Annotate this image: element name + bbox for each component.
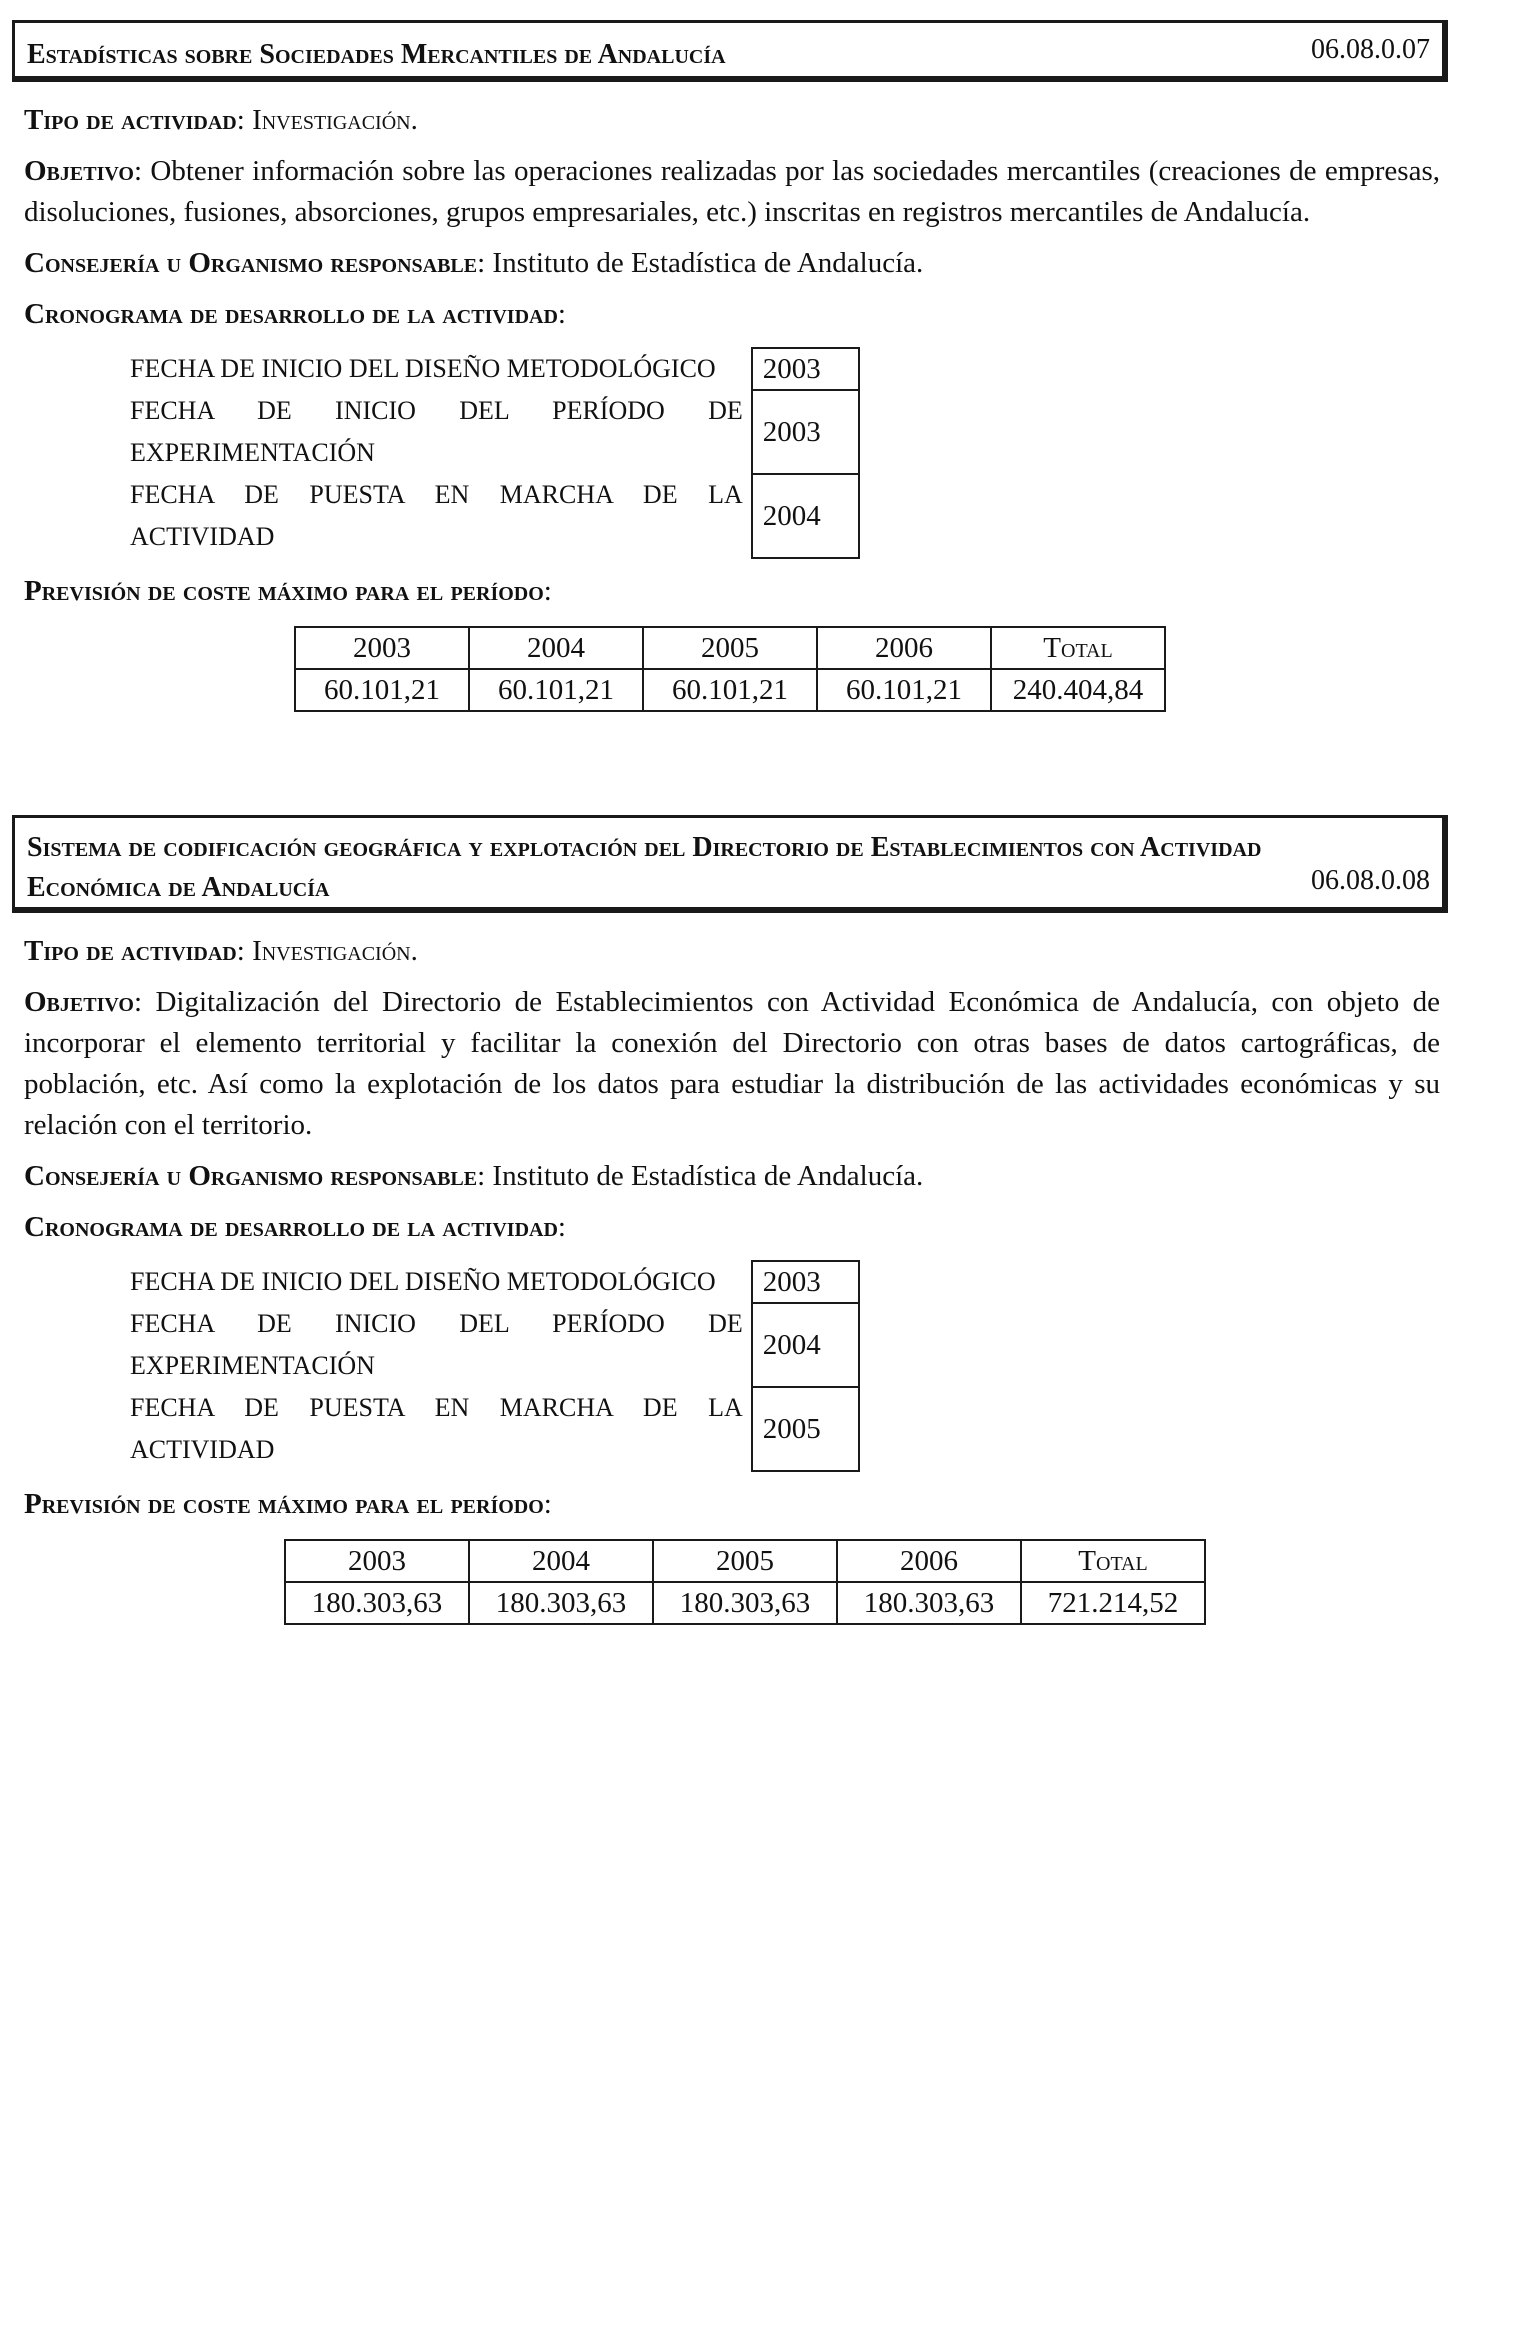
coste-header-cell-total: Total [991, 627, 1165, 669]
cronograma-table [130, 1260, 860, 1472]
coste-table [284, 1539, 1206, 1625]
coste-value-row [285, 1582, 1205, 1624]
cronograma-row [130, 390, 859, 474]
prevision-label: Previsión de coste máximo para el período [24, 1488, 544, 1520]
cronograma-label: Cronograma de desarrollo de la actividad [24, 298, 558, 330]
objetivo-label: Objetivo [24, 155, 134, 187]
cronograma-row [130, 1261, 859, 1303]
coste-header-cell-total: Total [1021, 1540, 1205, 1582]
activity-section-06-08-0-07 [12, 20, 1448, 712]
coste-value-cell: 60.101,21 [817, 669, 991, 711]
coste-value-cell: 180.303,63 [285, 1582, 469, 1624]
cronograma-row [130, 474, 859, 558]
tipo-value: Investigación. [252, 935, 418, 967]
coste-header-cell: 2006 [817, 627, 991, 669]
coste-value-cell: 180.303,63 [837, 1582, 1021, 1624]
consejeria-label: Consejería u Organismo responsable [24, 1160, 478, 1192]
coste-table [294, 626, 1166, 712]
cronograma-label: Cronograma de desarrollo de la actividad [24, 1211, 558, 1243]
coste-value-cell: 60.101,21 [643, 669, 817, 711]
section-title-box [12, 815, 1448, 913]
cronograma-heading: Cronograma de desarrollo de la actividad: [24, 298, 566, 330]
cronograma-row [130, 348, 859, 390]
prevision-heading: Previsión de coste máximo para el período: [24, 575, 552, 607]
prevision-heading: Previsión de coste máximo para el período: [24, 1488, 552, 1520]
coste-header-cell: 2006 [837, 1540, 1021, 1582]
consejeria-value: Instituto de Estadística de Andalucía. [492, 247, 924, 279]
cronograma-row [130, 1303, 859, 1387]
cronograma-row-value: 2005 [752, 1387, 859, 1471]
cronograma-row-label: FECHA DE INICIO DEL PERÍODO DE EXPERIMENTACIÓN [130, 1309, 743, 1380]
coste-value-cell: 60.101,21 [469, 669, 643, 711]
coste-header-cell: 2003 [295, 627, 469, 669]
coste-header-cell: 2004 [469, 627, 643, 669]
section-title: Sistema de codificación geográfica y explotación del Directorio de Establecimientos con Actividad Económica de Andalucía [27, 832, 1262, 903]
objetivo: Objetivo: Obtener información sobre las operaciones realizadas por las sociedades mercantiles (creaciones de empresas, disoluciones, fusiones, absorciones, grupos empresariales, etc.) inscritas en registros mercantiles de Andalucía. [24, 155, 1440, 228]
cronograma-row-label: FECHA DE PUESTA EN MARCHA DE LA ACTIVIDAD [130, 1393, 743, 1464]
section-code: 06.08.0.08 [1311, 865, 1430, 896]
coste-header-cell: 2005 [653, 1540, 837, 1582]
prevision-label: Previsión de coste máximo para el período [24, 575, 544, 607]
cronograma-row [130, 1387, 859, 1471]
tipo-label: Tipo de actividad [24, 935, 237, 967]
cronograma-row-value: 2003 [752, 348, 859, 390]
coste-value-row [295, 669, 1165, 711]
cronograma-row-label: FECHA DE INICIO DEL DISEÑO METODOLÓGICO [130, 1267, 716, 1296]
coste-header-cell: 2003 [285, 1540, 469, 1582]
objetivo-text: Digitalización del Directorio de Establecimientos con Actividad Económica de Andalucía, con objeto de incorporar el elemento territorial y facilitar la conexión del Directorio con otras bases de datos cartográficas, de población, etc. Así como la explotación de los datos para estudiar la distribución de las actividades económicas y su relación con el territorio. [24, 986, 1441, 1141]
consejeria-value: Instituto de Estadística de Andalucía. [492, 1160, 924, 1192]
tipo-label: Tipo de actividad [24, 104, 237, 136]
coste-value-cell-total: 240.404,84 [991, 669, 1165, 711]
tipo-actividad: Tipo de actividad: Investigación. [24, 935, 418, 967]
consejeria: Consejería u Organismo responsable: Instituto de Estadística de Andalucía. [24, 247, 924, 279]
coste-header-cell: 2004 [469, 1540, 653, 1582]
coste-header-cell: 2005 [643, 627, 817, 669]
coste-value-cell-total: 721.214,52 [1021, 1582, 1205, 1624]
objetivo-label: Objetivo [24, 986, 134, 1018]
section-title-box [12, 20, 1448, 82]
cronograma-row-value: 2003 [752, 390, 859, 474]
section-code: 06.08.0.07 [1311, 34, 1430, 65]
cronograma-row-label: FECHA DE INICIO DEL PERÍODO DE EXPERIMENTACIÓN [130, 396, 743, 467]
section-title: Estadísticas sobre Sociedades Mercantiles de Andalucía [27, 39, 726, 70]
coste-header-row [295, 627, 1165, 669]
coste-header-row [285, 1540, 1205, 1582]
tipo-value: Investigación. [252, 104, 418, 136]
coste-value-cell: 180.303,63 [653, 1582, 837, 1624]
consejeria: Consejería u Organismo responsable: Instituto de Estadística de Andalucía. [24, 1160, 924, 1192]
objetivo-text: Obtener información sobre las operaciones realizadas por las sociedades mercantiles (creaciones de empresas, disoluciones, fusiones, absorciones, grupos empresariales, etc.) inscritas en registros mercantiles de Andalucía. [24, 155, 1440, 228]
cronograma-row-value: 2003 [752, 1261, 859, 1303]
cronograma-table [130, 347, 860, 559]
cronograma-heading: Cronograma de desarrollo de la actividad: [24, 1211, 566, 1243]
cronograma-row-value: 2004 [752, 474, 859, 558]
consejeria-label: Consejería u Organismo responsable [24, 247, 478, 279]
cronograma-row-label: FECHA DE INICIO DEL DISEÑO METODOLÓGICO [130, 354, 716, 383]
cronograma-row-value: 2004 [752, 1303, 859, 1387]
coste-value-cell: 180.303,63 [469, 1582, 653, 1624]
activity-section-06-08-0-08 [12, 815, 1448, 1625]
objetivo: Objetivo: Digitalización del Directorio de Establecimientos con Actividad Económica de Andalucía, con objeto de incorporar el elemento territorial y facilitar la conexión del Directorio con otras bases de datos cartográficas, de población, etc. Así como la explotación de los datos para estudiar la distribución de las actividades económicas y su relación con el territorio. [24, 986, 1441, 1141]
cronograma-row-label: FECHA DE PUESTA EN MARCHA DE LA ACTIVIDAD [130, 480, 743, 551]
coste-value-cell: 60.101,21 [295, 669, 469, 711]
tipo-actividad: Tipo de actividad: Investigación. [24, 104, 418, 136]
